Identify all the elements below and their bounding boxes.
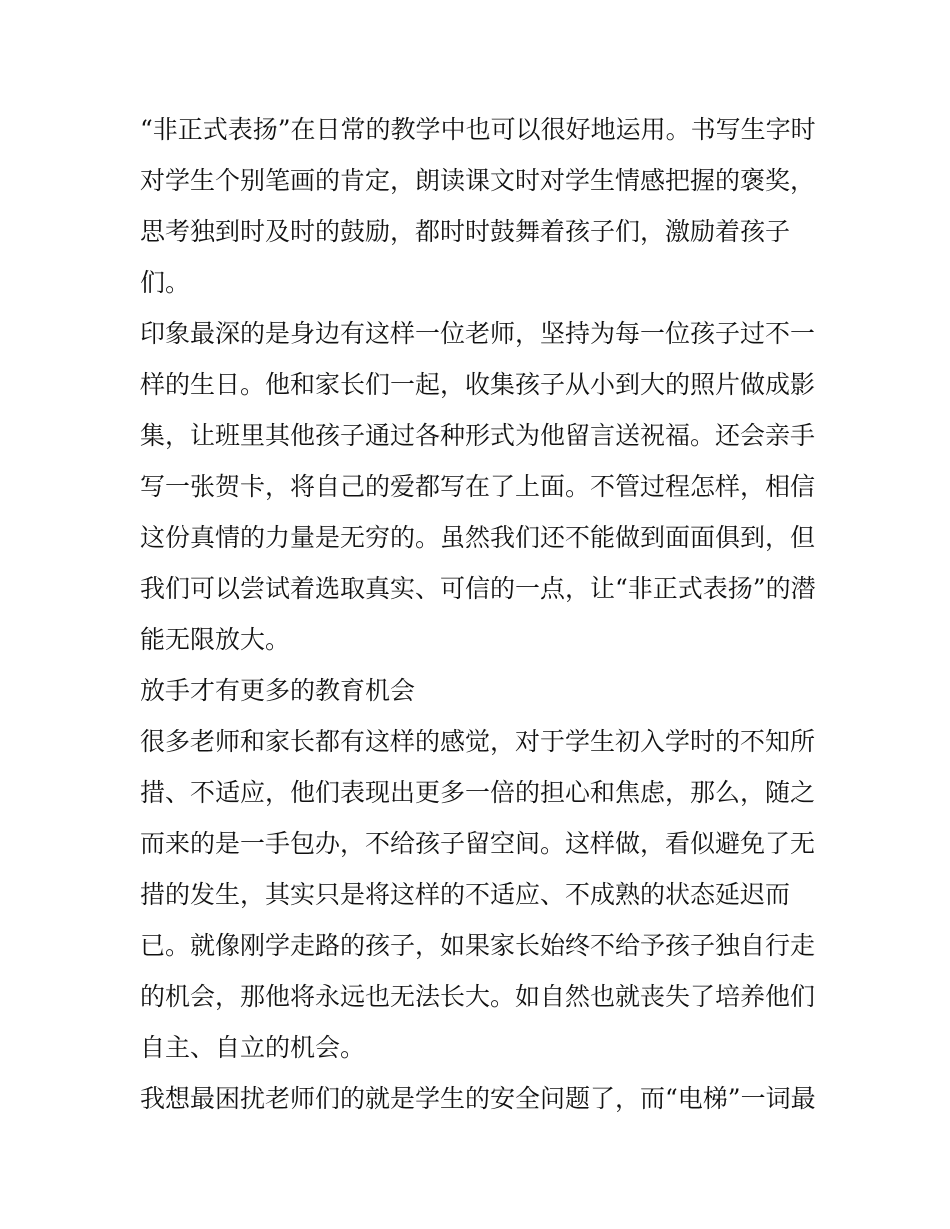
text-line: 很多老师和家长都有这样的感觉，对于学生初入学时的不知所 [140, 727, 816, 756]
text-line: 措的发生，其实只是将这样的不适应、不成熟的状态延迟而 [140, 880, 791, 909]
text-line: 措、不适应，他们表现出更多一倍的担心和焦虑，那么，随之 [140, 778, 816, 807]
text-line: 自主、自立的机会。 [140, 1033, 366, 1062]
text-line: 而来的是一手包办，不给孩子留空间。这样做，看似避免了无 [140, 829, 816, 858]
text-line: “非正式表扬”在日常的教学中也可以很好地运用。书写生字时 [140, 115, 816, 144]
section-heading: 放手才有更多的教育机会 [140, 676, 416, 705]
text-line: 们。 [140, 268, 191, 297]
text-line: 的机会，那他将永远也无法长大。如自然也就丧失了培养他们 [140, 982, 816, 1011]
text-line: 我想最困扰老师们的就是学生的安全问题了，而“电梯”一词最 [140, 1084, 816, 1113]
text-line: 印象最深的是身边有这样一位老师，坚持为每一位孩子过不一 [140, 319, 816, 348]
text-line: 我们可以尝试着选取真实、可信的一点，让“非正式表扬”的潜 [140, 574, 816, 603]
text-line: 思考独到时及时的鼓励，都时时鼓舞着孩子们，激励着孩子 [140, 217, 791, 246]
document-body [140, 104, 820, 1124]
text-line: 这份真情的力量是无穷的。虽然我们还不能做到面面俱到，但 [140, 523, 816, 552]
text-line: 能无限放大。 [140, 625, 291, 654]
text-line: 对学生个别笔画的肯定，朗读课文时对学生情感把握的褒奖， [140, 166, 816, 195]
text-line: 样的生日。他和家长们一起，收集孩子从小到大的照片做成影 [140, 370, 816, 399]
text-line: 集，让班里其他孩子通过各种形式为他留言送祝福。还会亲手 [140, 421, 816, 450]
text-line: 已。就像刚学走路的孩子，如果家长始终不给予孩子独自行走 [140, 931, 816, 960]
text-line: 写一张贺卡，将自己的爱都写在了上面。不管过程怎样，相信 [140, 472, 816, 501]
